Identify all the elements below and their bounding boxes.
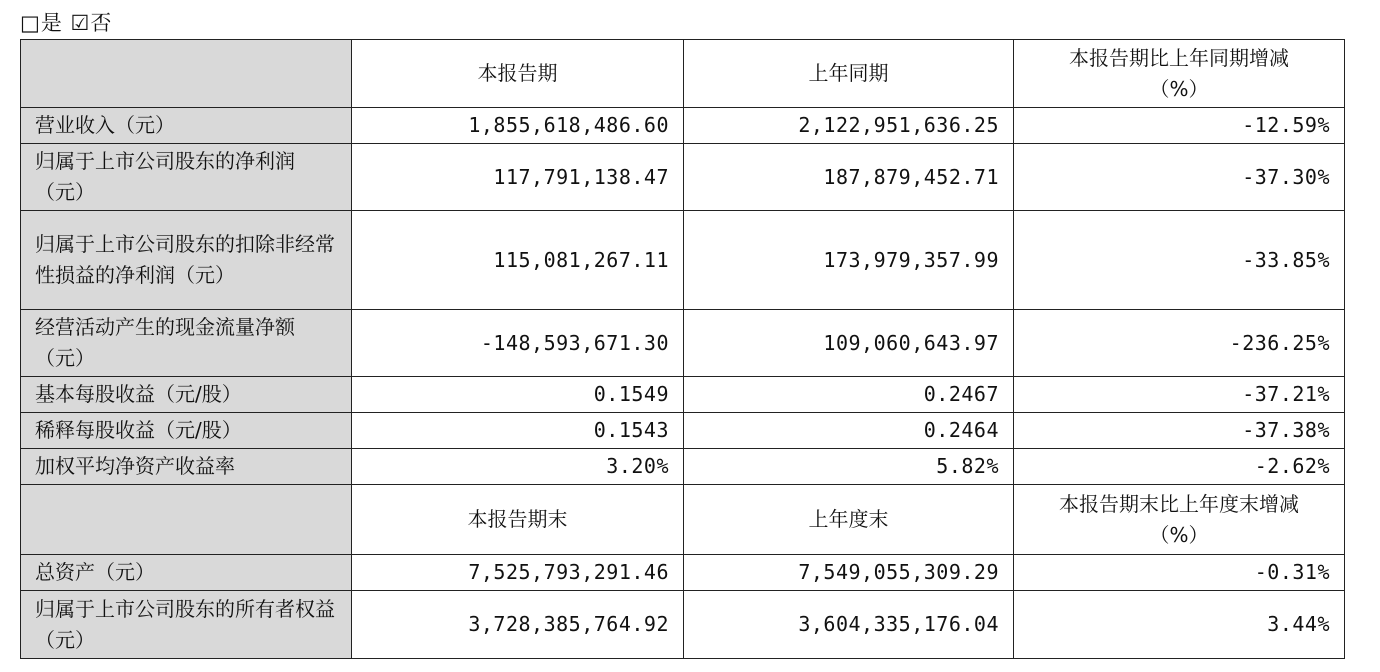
financial-summary-table (20, 39, 1345, 659)
table-row (21, 144, 1345, 211)
row-previous: 187,879,452.71 (684, 144, 1014, 211)
row-label: 归属于上市公司股东的扣除非经常性损益的净利润（元） (21, 211, 352, 310)
row-previous: 109,060,643.97 (684, 310, 1014, 377)
header-change-line1: 本报告期比上年同期增减 (1069, 45, 1289, 70)
row-previous: 0.2467 (684, 377, 1014, 413)
row-current: 0.1543 (352, 413, 684, 449)
row-change: 3.44% (1014, 591, 1345, 659)
subheader-current-period-end: 本报告期末 (352, 485, 684, 555)
row-current: 0.1549 (352, 377, 684, 413)
header-previous-period: 上年同期 (684, 40, 1014, 108)
row-current: 3,728,385,764.92 (352, 591, 684, 659)
header-current-period: 本报告期 (352, 40, 684, 108)
row-previous: 173,979,357.99 (684, 211, 1014, 310)
row-change: -0.31% (1014, 555, 1345, 591)
row-label: 基本每股收益（元/股） (21, 377, 352, 413)
yes-checkbox: □是 (20, 11, 63, 35)
header-change (1014, 40, 1345, 108)
row-change: -37.21% (1014, 377, 1345, 413)
row-current: 3.20% (352, 449, 684, 485)
row-previous: 5.82% (684, 449, 1014, 485)
row-label: 总资产（元） (21, 555, 352, 591)
row-current: 1,855,618,486.60 (352, 108, 684, 144)
table-row (21, 310, 1345, 377)
header-blank-cell (21, 40, 352, 108)
table-subheader-row (21, 485, 1345, 555)
header-change-line2: （%） (1149, 76, 1209, 101)
row-label: 营业收入（元） (21, 108, 352, 144)
table-row (21, 377, 1345, 413)
table-row (21, 449, 1345, 485)
table-row (21, 108, 1345, 144)
subheader-blank-cell (21, 485, 352, 555)
row-label: 归属于上市公司股东的所有者权益（元） (21, 591, 352, 659)
row-change: -2.62% (1014, 449, 1345, 485)
row-change: -236.25% (1014, 310, 1345, 377)
row-label: 稀释每股收益（元/股） (21, 413, 352, 449)
row-previous: 7,549,055,309.29 (684, 555, 1014, 591)
subheader-change-line1: 本报告期末比上年度末增减 (1059, 491, 1299, 516)
row-label: 归属于上市公司股东的净利润（元） (21, 144, 352, 211)
row-current: -148,593,671.30 (352, 310, 684, 377)
yes-no-checkbox-line (20, 8, 112, 38)
subheader-change (1014, 485, 1345, 555)
table-row (21, 413, 1345, 449)
row-label: 加权平均净资产收益率 (21, 449, 352, 485)
row-current: 117,791,138.47 (352, 144, 684, 211)
row-change: -33.85% (1014, 211, 1345, 310)
subheader-previous-year-end: 上年度末 (684, 485, 1014, 555)
row-current: 115,081,267.11 (352, 211, 684, 310)
no-checkbox: ☑否 (70, 11, 113, 35)
table-row (21, 591, 1345, 659)
row-label: 经营活动产生的现金流量净额（元） (21, 310, 352, 377)
table-row (21, 211, 1345, 310)
row-change: -37.38% (1014, 413, 1345, 449)
table-row (21, 555, 1345, 591)
row-previous: 3,604,335,176.04 (684, 591, 1014, 659)
row-current: 7,525,793,291.46 (352, 555, 684, 591)
row-previous: 0.2464 (684, 413, 1014, 449)
row-change: -12.59% (1014, 108, 1345, 144)
subheader-change-line2: （%） (1149, 522, 1209, 547)
row-previous: 2,122,951,636.25 (684, 108, 1014, 144)
table-header-row (21, 40, 1345, 108)
row-change: -37.30% (1014, 144, 1345, 211)
